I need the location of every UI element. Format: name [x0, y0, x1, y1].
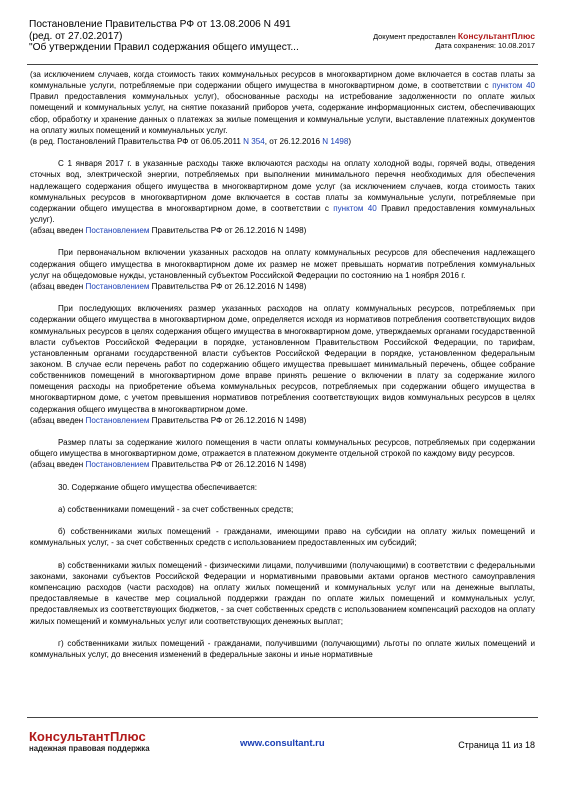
save-date: Дата сохранения: 10.08.2017	[435, 41, 535, 50]
document-title-line2: (ред. от 27.02.2017)	[29, 30, 123, 42]
link-resolution[interactable]: Постановлением	[85, 226, 150, 236]
brand-name[interactable]: КонсультантПлюс	[457, 31, 535, 41]
logo-tagline: надежная правовая поддержка	[29, 744, 150, 753]
list-item: б) собственниками жилых помещений - гражданами, имеющими право на субсидии на оплату жилых помещений и коммунальных услуг, - за счет собственных средств с использованием предоставленных им субсидий;	[30, 527, 535, 548]
provider-block	[373, 32, 535, 50]
list-item: г) собственниками жилых помещений - гражданами, получившими (получающими) льготы по оплате жилых помещений и коммунальных услуг, до внесения изменений в федеральные законы и иные нормативные	[30, 638, 535, 659]
paragraph: При последующих включениях размер указанных расходов на оплату коммунальных ресурсов, потребляемых при содержании общего имущества в многоквартирном доме, определяется исходя из нормативов потребления соответствующих видов коммунальных ресурсов в целях содержания общего имущества в многоквартирном доме, утверждаемых органами государственной власти субъектов Российской Федерации в порядке, установленном Правительством Российской Федерации, по тарифам, установленным органами государственной власти субъектов Российской Федерации в порядке, установленном федеральным законом. В случае если перечень работ по содержанию общего имущества превышает минимальный перечень, общее собрание собственников помещений в многоквартирном доме вправе принять решение о включении в плату за содержание жилого помещения расходы на приобретение объема коммунальных ресурсов, потребляемых при содержании общего имущества в многоквартирном доме, с учетом превышения нормативов потребления соответствующих видов коммунальных ресурсов в целях содержания общего имущества в многоквартирном доме.	[30, 304, 535, 414]
paragraph: Размер платы за содержание жилого помещения в части оплаты коммунальных ресурсов, потребляемых при содержании общего имущества в многоквартирном доме, отражается в платежном документе отдельной строкой по каждому виду ресурсов.	[30, 438, 535, 459]
paragraph: С 1 января 2017 г. в указанные расходы также включаются расходы на оплату холодной воды, горячей воды, отведения сточных вод, электрической энергии, потребляемых при выполнении минимального перечня необходимых для обеспечения надлежащего содержания общего имущества в многоквартирном доме услуг (за исключением случаев, когда стоимость таких коммунальных ресурсов в многоквартирном доме включается в состав платы за коммунальные услуги, потребляемые при содержании общего имущества в многоквартирном доме, в соответствии с пунктом 40 Правил предоставления коммунальных услуг).	[30, 159, 535, 225]
list-item: в) собственниками жилых помещений - физическими лицами, получившими (получающими) в соответствии с федеральными законами, законами субъектов Российской Федерации и нормативными правовыми актами органов местного самоуправления компенсацию расходов (части расходов) на оплату жилых помещений и коммунальных услуг или на денежные выплаты, предоставляемые в качестве мер социальной поддержки граждан по оплате жилых помещений и коммунальных услуг, предоставляемых из соответствующих бюджетов, - за счет собственных средств с использованием компенсаций расходов на оплату жилых помещений и коммунальных услуг или соответствующих денежных выплат;	[30, 560, 535, 626]
paragraph: (за исключением случаев, когда стоимость таких коммунальных ресурсов в многоквартирном доме включается в состав платы за коммунальные услуги, потребляемые при содержании общего имущества в многоквартирном доме, в соответствии с пунктом 40 Правил предоставления коммунальных услуг), обоснованные расходы на истребование задолженности по оплате жилых помещений и коммунальных услуг, на снятие показаний приборов учета, содержание информационных систем, обеспечивающих сбор, обработку и хранение данных о платежах за жилые помещения и коммунальные услуги, выставление платежных документов на оплату жилых помещений и коммунальных услуг.	[30, 70, 535, 135]
link-n1498[interactable]: N 1498	[322, 136, 349, 146]
intro-note: (абзац введен Постановлением Правительства РФ от 26.12.2016 N 1498)	[30, 415, 307, 425]
consultant-logo	[29, 730, 150, 754]
document-title-line1: Постановление Правительства РФ от 13.08.2006 N 491	[29, 19, 291, 30]
page-number: Страница 11 из 18	[458, 740, 535, 750]
paragraph: При первоначальном включении указанных расходов на оплату коммунальных ресурсов для обеспечения надлежащего содержания общего имущества в многоквартирном доме их размер не может превышать норматив потребления коммунальных услуг на общедомовые нужды, установленный субъектом Российской Федерации по состоянию на 1 ноября 2016 г.	[30, 248, 535, 280]
link-n354[interactable]: N 354	[243, 136, 265, 146]
link-resolution[interactable]: Постановлением	[85, 460, 150, 470]
logo-name: КонсультантПлюс	[29, 729, 146, 744]
list-item: а) собственниками помещений - за счет собственных средств;	[58, 505, 294, 514]
edition-note: (в ред. Постановлений Правительства РФ от 06.05.2011 N 354, от 26.12.2016 N 1498)	[30, 136, 352, 146]
document-title-line3: "Об утверждении Правил содержания общего имущест...	[29, 42, 299, 54]
link-item-40[interactable]: пунктом 40	[333, 203, 377, 213]
intro-note: (абзац введен Постановлением Правительства РФ от 26.12.2016 N 1498)	[30, 460, 307, 470]
link-resolution[interactable]: Постановлением	[85, 415, 150, 425]
intro-note: (абзац введен Постановлением Правительства РФ от 26.12.2016 N 1498)	[30, 281, 307, 291]
link-item-40[interactable]: пунктом 40	[492, 81, 535, 91]
document-title-block	[29, 19, 299, 54]
site-link[interactable]: www.consultant.ru	[240, 738, 325, 749]
page-footer	[0, 718, 565, 800]
provided-label: Документ предоставлен	[373, 32, 456, 41]
link-resolution[interactable]: Постановлением	[85, 281, 150, 291]
document-body	[30, 69, 535, 714]
section-heading: 30. Содержание общего имущества обеспечивается:	[58, 482, 257, 492]
page-header	[0, 0, 565, 62]
intro-note: (абзац введен Постановлением Правительства РФ от 26.12.2016 N 1498)	[30, 226, 307, 236]
header-divider	[27, 64, 538, 65]
